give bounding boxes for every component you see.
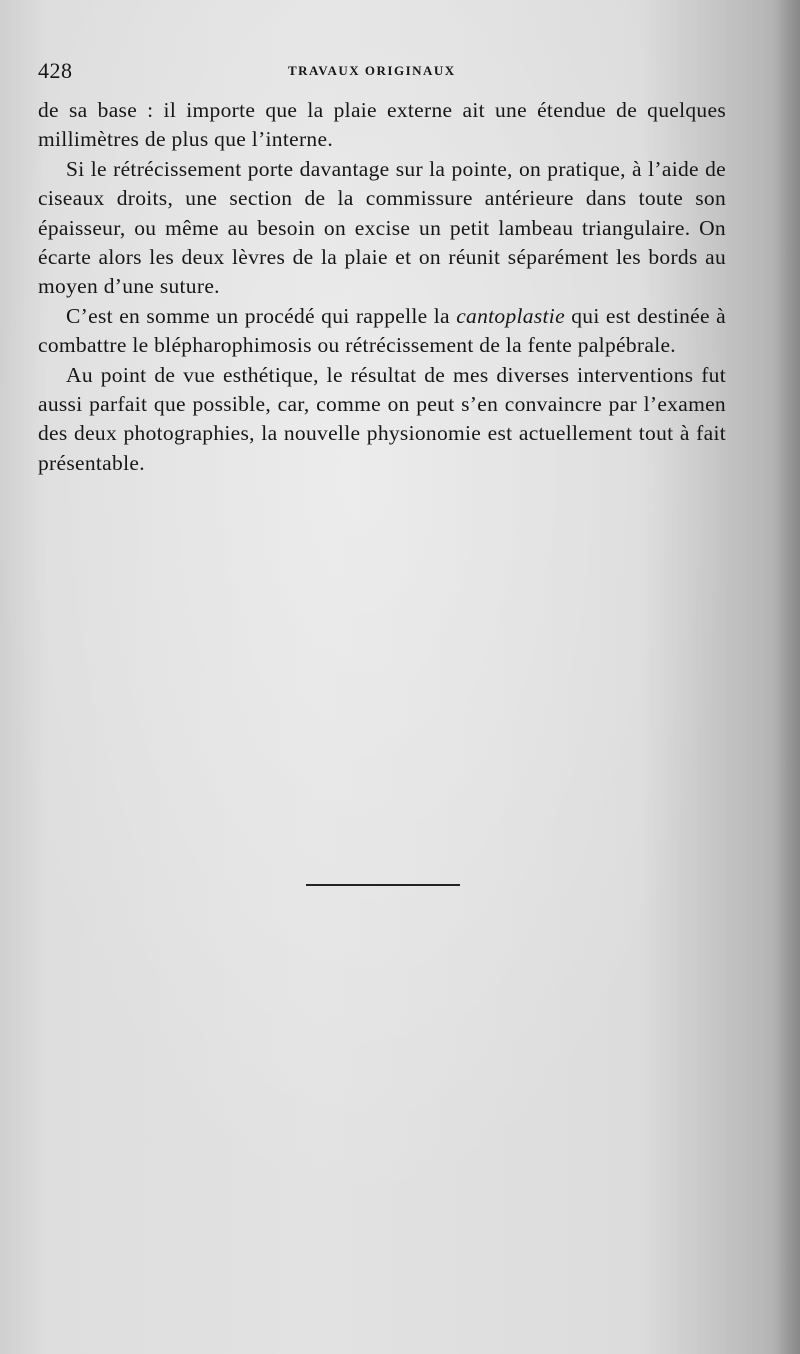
cantoplastie-text-before: C’est en somme un procédé qui rappelle la <box>66 303 457 328</box>
paragraph-continued: de sa base : il importe que la plaie externe ait une étendue de quelques millimètres de plus que l’interne. <box>38 98 726 152</box>
page-header <box>38 58 728 88</box>
paragraph-narrowing-technique: Si le rétrécissement porte davantage sur la pointe, on pratique, à l’aide de ciseaux droits, une section de la commissure antérieure dans toute son épaisseur, ou même au besoin on excise un petit lambeau triangulaire. On écarte alors les deux lèvres de la plaie et on réunit séparément les bords au moyen d’une suture. <box>38 156 726 299</box>
running-head: TRAVAUX ORIGINAUX <box>288 63 456 78</box>
body-text <box>38 96 726 478</box>
page-number: 428 <box>38 58 73 83</box>
section-end-rule <box>306 884 460 886</box>
paragraph-aesthetic-result: Au point de vue esthétique, le résultat de mes diverses interventions fut aussi parfait que possible, car, comme on peut s’en convaincre par l’examen des deux photographies, la nouvelle physionomie est actuellement tout à fait présentable. <box>38 362 726 475</box>
cantoplastie-text-after: qui est destinée à combattre le blépharophimosis ou rétrécissement de la fente palpébrale. <box>38 303 726 358</box>
cantoplastie-term: cantoplastie <box>456 303 565 328</box>
page-gutter-shadow <box>774 0 800 1354</box>
paragraph-cantoplastie <box>38 302 726 361</box>
